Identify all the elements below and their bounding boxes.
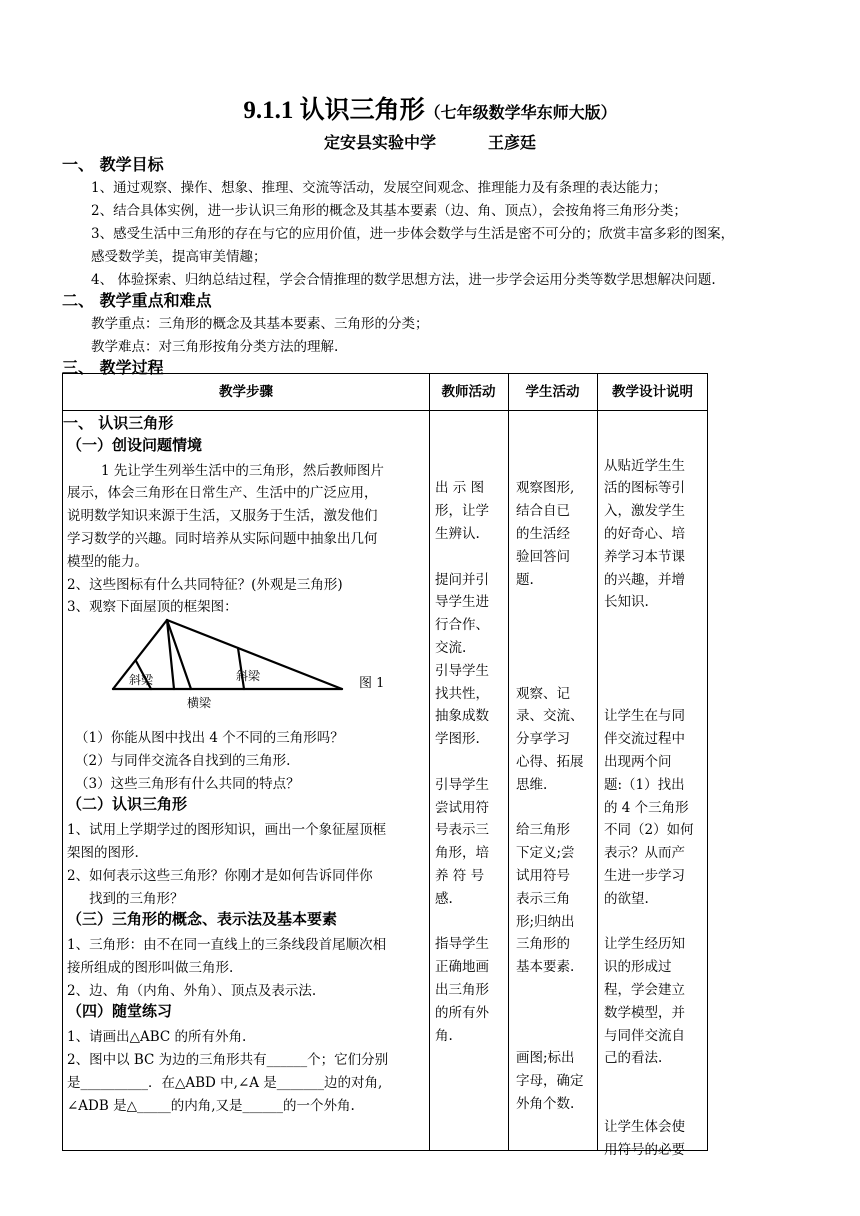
header-student: 学生活动 (525, 384, 580, 400)
teacher-line: 学图形. (435, 731, 480, 748)
figure-label-bottom: 横梁 (187, 696, 212, 710)
page-title (0, 90, 860, 126)
goal-item: 4、 体验探索、归纳总结过程，学会合情推理的数学思想方法，进一步学会运用分类等数学思想解决问题. (91, 272, 716, 288)
step-text: 找到的三角形？ (89, 891, 184, 907)
design-line: 活的图标等引 (604, 480, 685, 497)
teacher-line: 养 符 号 (435, 867, 485, 884)
title-sub: （七年级数学华东师大版） (424, 103, 617, 122)
student-line: 题. (516, 571, 534, 588)
figure-label-right: 斜梁 (236, 669, 261, 683)
student-line: 录、交流、 (516, 708, 584, 725)
teacher-line: 指导学生 (435, 936, 489, 953)
design-line: 己的看法. (604, 1050, 663, 1067)
teacher-line: 导学生进 (435, 594, 489, 611)
student-line (516, 660, 592, 683)
keypoint-item: 教学重点：三角形的概念及其基本要素、三角形的分类； (91, 316, 429, 332)
design-line: 题:（1）找出 (604, 776, 685, 793)
goal-item: 感受数学美，提高审美情趣； (91, 249, 267, 265)
design-line (604, 1070, 704, 1093)
step-text: （1）你能从图中找出 4 个不同的三角形吗？ (75, 730, 344, 746)
step-text: 模型的能力。 (67, 554, 148, 570)
design-line: 让学生体会使 (604, 1118, 685, 1135)
design-line: 不同（2）如何 (604, 822, 694, 839)
student-activity-column (516, 409, 592, 1116)
step-text: 3、观察下面屋顶的框架图： (67, 599, 238, 615)
design-line: 识的形成过 (604, 959, 672, 976)
design-line (604, 1093, 704, 1116)
teacher-line (435, 911, 503, 934)
step-text: 展示，体会三角形在日常生产、生活中的广泛应用， (67, 485, 378, 501)
header-design: 教学设计说明 (612, 384, 693, 400)
teacher-line: 行合作、 (435, 617, 489, 634)
teacher-line (435, 409, 503, 432)
teacher-line: 出 示 图 (435, 480, 485, 497)
teacher-line: 生辨认. (435, 525, 480, 542)
student-line: 外角个数. (516, 1095, 575, 1112)
author-school: 定安县实验中学 (323, 133, 436, 152)
teacher-line (435, 455, 503, 478)
student-line: 字母，确定 (516, 1073, 584, 1090)
design-line: 与同伴交流自 (604, 1027, 685, 1044)
step-text: 说明数学知识来源于生活，又服务于生活，激发他们 (67, 508, 378, 524)
student-line: 验回答问 (516, 548, 570, 565)
design-line (604, 614, 704, 637)
teacher-line: 角形，培 (435, 845, 489, 862)
step-subheading: （三）三角形的概念、表示法及基本要素 (67, 910, 338, 928)
step-heading: 一、 认识三角形 (63, 414, 174, 432)
design-line: 入，激发学生 (604, 503, 685, 520)
teacher-line: 交流. (435, 639, 467, 656)
step-text: 是__________．在△ABD 中,∠A 是_______边的对角, (67, 1075, 383, 1091)
design-line: 的 4 个三角形 (604, 799, 689, 816)
figure-label-left: 斜梁 (129, 673, 154, 687)
step-text: （2）与同伴交流各自找到的三角形. (75, 753, 291, 769)
design-line: 的欲望. (604, 890, 649, 907)
teacher-line: 形，让学 (435, 503, 489, 520)
student-line (516, 797, 592, 820)
design-line: 生进一步学习 (604, 867, 685, 884)
student-line: 基本要素. (516, 959, 575, 976)
teacher-line: 正确地画 (435, 959, 489, 976)
step-text: 2、如何表示这些三角形？你刚才是如何告诉同伴你 (67, 868, 373, 884)
student-line: 观察、记 (516, 685, 570, 702)
section-heading-process: 三、 教学过程 (62, 358, 164, 377)
teacher-line: 角. (435, 1027, 453, 1044)
teacher-activity-column (435, 409, 503, 1047)
teacher-line: 引导学生 (435, 776, 489, 793)
teacher-line: 的所有外 (435, 1004, 489, 1021)
design-line: 出现两个问 (604, 753, 672, 770)
student-line: 思维. (516, 776, 548, 793)
goal-item: 2、结合具体实例，进一步认识三角形的概念及其基本要素（边、角、顶点），会按角将三角形分类； (91, 203, 687, 219)
student-line (516, 591, 592, 614)
design-line (604, 911, 704, 934)
section-heading-keypoints: 二、 教学重点和难点 (62, 291, 212, 310)
student-line (516, 614, 592, 637)
design-line: 让学生在与同 (604, 708, 685, 725)
header-steps: 教学步骤 (219, 384, 273, 400)
teacher-line: 号表示三 (435, 822, 489, 839)
student-line: 的生活经 (516, 525, 570, 542)
student-line: 观察图形, (516, 480, 575, 497)
step-text: 学习数学的兴趣。同时培养从实际问题中抽象出几何 (67, 531, 378, 547)
design-line: 养学习本节课 (604, 548, 685, 565)
step-text: 2、边、角（内角、外角）、顶点及表示法. (67, 983, 317, 999)
roof-frame-figure (63, 606, 429, 714)
student-line: 结合自已 (516, 503, 570, 520)
process-table (62, 373, 708, 1158)
student-line (516, 1002, 592, 1025)
step-text: 1 先让学生列举生活中的三角形，然后教师图片 (101, 463, 384, 479)
teacher-line (435, 546, 503, 569)
step-text: 2、图中以 BC 为边的三角形共有______个；它们分别 (67, 1052, 389, 1068)
figure-caption: 图 1 (359, 676, 385, 691)
design-line: 表示？从而产 (604, 845, 685, 862)
teacher-line (435, 751, 503, 774)
student-line: 试用符号 (516, 867, 570, 884)
teacher-line: 抽象成数 (435, 708, 489, 725)
step-text: 1、试用上学期学过的图形知识，画出一个象征屋顶框 (67, 822, 387, 838)
title-main: 9.1.1 认识三角形 (243, 97, 425, 124)
student-line: 下定义;尝 (516, 845, 575, 862)
design-line: 从贴近学生生 (604, 457, 685, 474)
design-line: 的兴趣，并增 (604, 571, 685, 588)
teacher-line: 尝试用符 (435, 799, 489, 816)
design-line: 数学模型，并 (604, 1004, 685, 1021)
design-line: 的好奇心、培 (604, 525, 685, 542)
design-line (604, 409, 704, 432)
student-line: 给三角形 (516, 822, 570, 839)
student-line: 分享学习 (516, 731, 570, 748)
step-text: 架图的图形. (67, 845, 139, 861)
design-line: 伴交流过程中 (604, 731, 685, 748)
teacher-line: 感. (435, 890, 453, 907)
goal-item: 1、通过观察、操作、想象、推理、交流等活动，发展空间观念、推理能力及有条理的表达能力； (91, 180, 667, 196)
author-line (0, 130, 860, 153)
step-text: 1、请画出△ABC 的所有外角. (67, 1029, 247, 1045)
step-text: 1、三角形：由不在同一直线上的三条线段首尾顺次相 (67, 937, 387, 953)
student-line: 画图;标出 (516, 1050, 575, 1067)
step-text: （3）这些三角形有什么共同的特点？ (75, 776, 300, 792)
step-subheading: （一）创设问题情境 (67, 436, 203, 454)
design-line (604, 683, 704, 706)
design-line (604, 660, 704, 683)
design-line: 用符号的必要 (604, 1141, 685, 1158)
design-line (604, 432, 704, 455)
student-line (516, 637, 592, 660)
student-line (516, 1025, 592, 1048)
keypoint-item: 教学难点：对三角形按角分类方法的理解. (91, 339, 339, 355)
student-line (516, 432, 592, 455)
teacher-line: 引导学生 (435, 662, 489, 679)
teacher-line: 找共性， (435, 685, 489, 702)
design-line: 程，学会建立 (604, 981, 685, 998)
design-notes-column (604, 409, 704, 1161)
student-line (516, 979, 592, 1002)
step-text: 2、这些图标有什么共同特征？(外观是三角形) (67, 577, 343, 593)
teacher-line (435, 432, 503, 455)
step-text: ∠ADB 是△_____的内角,又是______的一个外角. (67, 1098, 355, 1114)
student-line: 心得、拓展 (516, 753, 584, 770)
section-heading-goals: 一、 教学目标 (62, 155, 164, 174)
student-line: 表示三角 (516, 890, 570, 907)
header-teacher: 教师活动 (441, 384, 496, 400)
goal-item: 3、感受生活中三角形的存在与它的应用价值，进一步体会数学与生活是密不可分的；欣赏丰富多彩的图案， (91, 226, 735, 242)
teacher-line: 提问并引 (435, 571, 489, 588)
student-line: 形;归纳出 (516, 913, 575, 930)
design-line: 长知识. (604, 594, 649, 611)
student-line: 三角形的 (516, 936, 570, 953)
author-name: 王彦廷 (488, 133, 537, 152)
design-line: 让学生经历知 (604, 936, 685, 953)
student-line (516, 455, 592, 478)
step-subheading: （二）认识三角形 (67, 795, 188, 813)
design-line (604, 637, 704, 660)
step-subheading: （四）随堂练习 (67, 1002, 173, 1020)
teacher-line: 出三角形 (435, 981, 489, 998)
step-text: 接所组成的图形叫做三角形. (67, 960, 234, 976)
student-line (516, 409, 592, 432)
